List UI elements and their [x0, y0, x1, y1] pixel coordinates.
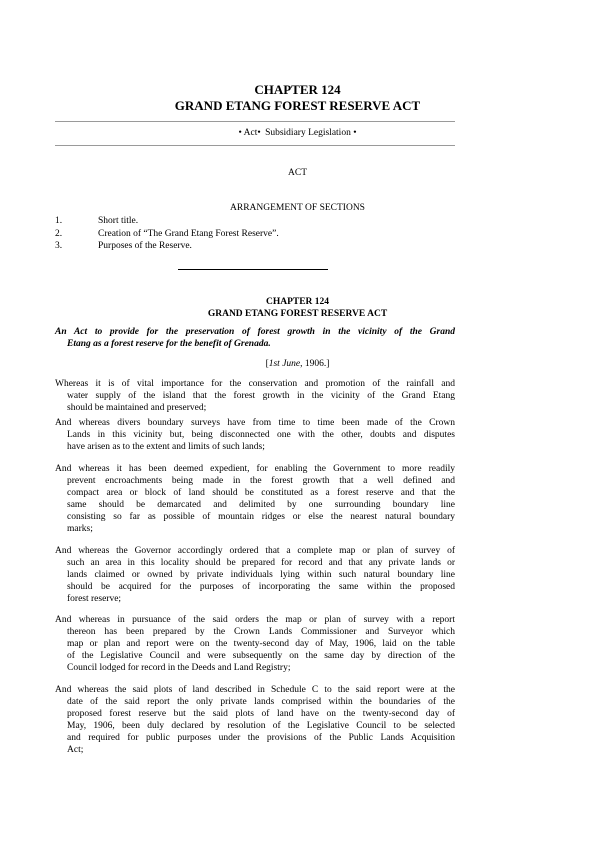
preamble-paragraph — [55, 615, 455, 675]
paragraph-line: Lands in this vicinity but, being disconnected one with the other, doubts and disputes — [67, 429, 455, 440]
paragraph-line: prevent encroachments being made in the forest growth that a well defined and — [67, 475, 455, 486]
paragraph-line: And whereas the said plots of land described in Schedule C to the said report were at the — [55, 685, 455, 695]
preamble-paragraph — [55, 464, 455, 536]
paragraph-line: marks; — [67, 523, 93, 534]
chapter-heading: CHAPTER 124 — [254, 82, 341, 97]
long-title-line: An Act to provide for the preservation of forest growth in the vicinity of the Grand — [55, 327, 455, 337]
commencement-date-day: 1st June — [268, 359, 301, 369]
body-chapter-heading: CHAPTER 124 — [265, 297, 330, 307]
commencement-date: [1st June, 1906.] — [265, 359, 330, 369]
subsidiary-legislation-link[interactable]: Subsidiary Legislation • — [265, 128, 357, 138]
paragraph-line: should be acquired for the purposes of incorporating the same within the proposed — [67, 581, 455, 592]
act-label: ACT — [288, 168, 307, 178]
act-title-heading: GRAND ETANG FOREST RESERVE ACT — [174, 98, 421, 113]
section-separator — [178, 269, 328, 270]
paragraph-line: And whereas divers boundary surveys have from time to time been made of the Crown — [55, 418, 455, 428]
arrangement-item[interactable] — [55, 215, 138, 227]
section-title[interactable]: Purposes of the Reserve. — [98, 241, 192, 251]
paragraph-line: consisting so far as possible of mountain ridges or else the nearest natural boundary — [67, 511, 455, 522]
paragraph-line: And whereas in pursuance of the said orders the map or plan of survey with a report — [55, 615, 455, 625]
paragraph-line: have arisen as to the extent and limits of such lands; — [67, 441, 265, 452]
paragraph-line: And whereas it has been deemed expedient, for enabling the Government to more readily — [55, 464, 455, 474]
paragraph-line: proposed forest reserve but the said plots of land have on the twenty-second day of — [67, 708, 455, 719]
long-title-line: Etang as a forest reserve for the benefit of Grenada. — [67, 339, 271, 349]
section-number: 3. — [55, 241, 63, 251]
paragraph-line: Whereas it is of vital importance for the conservation and promotion of the rainfall and — [55, 379, 455, 389]
paragraph-line: compact area or block of land should be constituted as a forest reserve and that the — [67, 487, 455, 498]
arrangement-item[interactable] — [55, 240, 192, 252]
section-links — [0, 127, 595, 139]
paragraph-line: same should be demarcated and delimited by one surrounding boundary line — [67, 499, 455, 510]
preamble-paragraph — [55, 546, 455, 606]
top-divider — [55, 121, 455, 122]
paragraph-line: map or plan and report were on the twenty-second day of May, 1906, laid on the table — [67, 638, 455, 649]
paragraph-line: water supply of the island that the forest growth in the vicinity of the Grand Etang — [67, 390, 455, 401]
paragraph-line: thereon has been prepared by the Crown Lands Commissioner and Surveyor which — [67, 626, 455, 637]
section-number: 1. — [55, 216, 63, 226]
paragraph-line: should be maintained and preserved; — [67, 402, 207, 413]
preamble-paragraph — [55, 418, 455, 454]
long-title — [55, 326, 455, 350]
paragraph-line: lands claimed or owned by private individuals lying within such natural boundary line — [67, 569, 455, 580]
body-act-title: GRAND ETANG FOREST RESERVE ACT — [207, 309, 388, 319]
arrangement-item[interactable] — [55, 228, 279, 240]
section-number: 2. — [55, 229, 63, 239]
paragraph-line: such an area in this locality should be prepared for record and that any private lands or — [67, 557, 455, 568]
paragraph-line: forest reserve; — [67, 593, 122, 604]
arrangement-heading: ARRANGEMENT OF SECTIONS — [230, 203, 365, 213]
paragraph-line: and required for public purposes under the provisions of the Public Lands Acquisition — [67, 732, 455, 743]
links-divider — [55, 145, 455, 146]
section-title[interactable]: Short title. — [98, 216, 139, 226]
act-link[interactable]: • Act• — [238, 128, 261, 138]
preamble-paragraph — [55, 685, 455, 757]
section-title[interactable]: Creation of “The Grand Etang Forest Reserve”. — [98, 229, 279, 239]
paragraph-line: And whereas the Governor accordingly ordered that a complete map or plan of survey of — [55, 546, 455, 556]
paragraph-line: May, 1906, been duly declared by resolution of the Legislative Council to be selected — [67, 720, 455, 731]
paragraph-line: date of the said report the only private lands comprised within the boundaries of the — [67, 696, 455, 707]
preamble-paragraph — [55, 379, 455, 415]
paragraph-line: of the Legislative Council and were subsequently on the same day by direction of the — [67, 650, 455, 661]
paragraph-line: Council lodged for record in the Deeds and Land Registry; — [67, 662, 291, 673]
paragraph-line: Act; — [67, 744, 84, 755]
